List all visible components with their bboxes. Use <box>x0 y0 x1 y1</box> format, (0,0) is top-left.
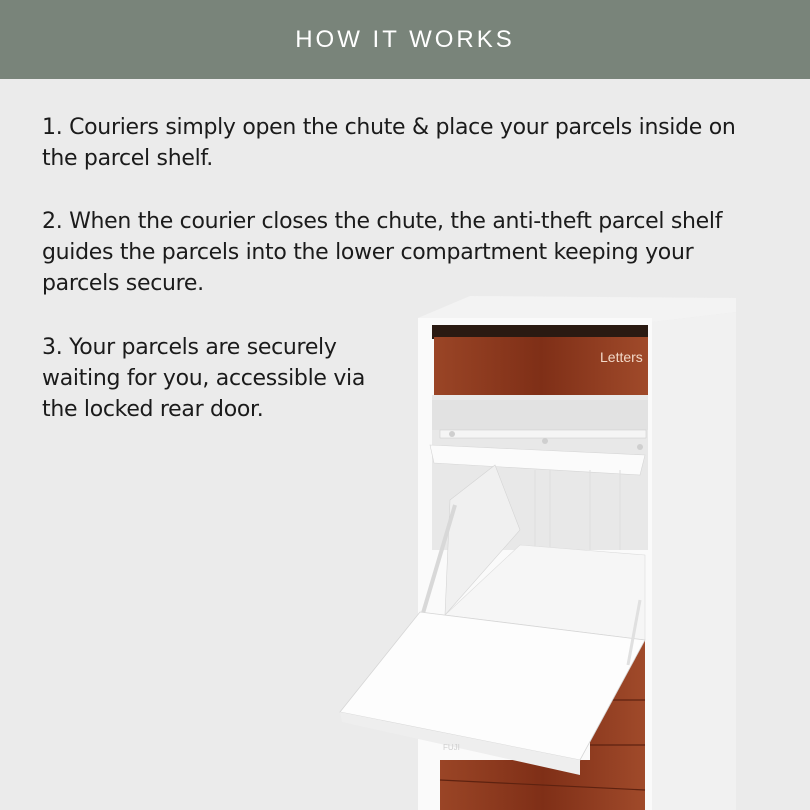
brand-mark: FUJI <box>443 743 460 752</box>
parcel-box-illustration <box>330 290 810 810</box>
letters-label: Letters <box>600 349 643 365</box>
step-1-text: 1. Couriers simply open the chute & place your parcels inside on the parcel shelf. <box>42 115 736 171</box>
step-3-text: 3. Your parcels are securely waiting for you, accessible via the locked rear door. <box>42 335 366 422</box>
step-2-text: 2. When the courier closes the chute, the anti-theft parcel shelf guides the parcels into the lower compartment keeping your parcels secure. <box>42 209 723 296</box>
page-title: HOW IT WORKS <box>295 25 515 53</box>
header-banner <box>0 0 810 79</box>
